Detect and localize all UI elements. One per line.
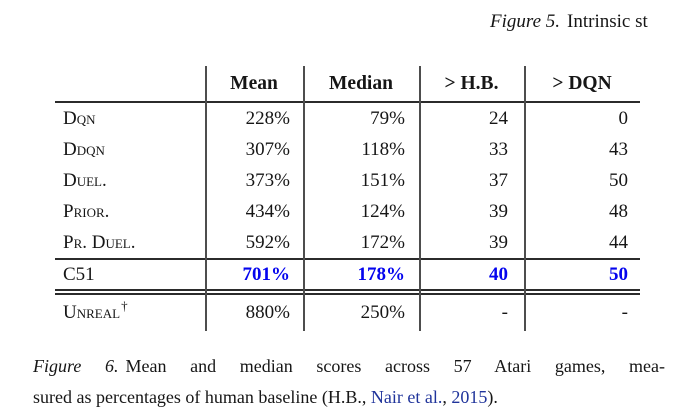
citation-link-authors[interactable]: Nair et al. bbox=[370, 387, 443, 407]
mean-value: 228% bbox=[245, 108, 290, 129]
unreal-label: Unreal bbox=[63, 302, 121, 323]
gt-dqn-value: 50 bbox=[609, 170, 628, 191]
mean-value: 592% bbox=[245, 232, 290, 253]
atari-results-table bbox=[55, 66, 640, 331]
gt-dqn-value: 0 bbox=[618, 108, 628, 129]
median-value: 124% bbox=[360, 201, 405, 222]
row-label: Pr. Duel. bbox=[63, 232, 136, 253]
table-row-prior bbox=[55, 196, 640, 227]
caption-text: Mean and median scores across 57 Atari games, mea- bbox=[125, 356, 665, 376]
table-row-c51-highlight bbox=[55, 258, 640, 289]
gt-dqn-value: - bbox=[621, 302, 628, 323]
table-row-pr-duel bbox=[55, 227, 640, 258]
row-label: C51 bbox=[63, 264, 95, 285]
mean-value: 307% bbox=[245, 139, 290, 160]
row-label: Prior. bbox=[63, 201, 110, 222]
median-value: 79% bbox=[370, 108, 405, 129]
figure6-label: Figure 6. bbox=[33, 356, 119, 376]
median-value: 151% bbox=[360, 170, 405, 191]
column-divider bbox=[205, 66, 207, 331]
gt-dqn-value: 43 bbox=[609, 139, 628, 160]
row-label: Duel. bbox=[63, 170, 107, 191]
median-value: 172% bbox=[360, 232, 405, 253]
figure6-caption bbox=[33, 351, 665, 413]
row-label: Ddqn bbox=[63, 139, 105, 160]
column-divider bbox=[303, 66, 305, 331]
gt-hb-value: 37 bbox=[489, 170, 508, 191]
table-row-duel bbox=[55, 165, 640, 196]
gt-hb-value: - bbox=[501, 302, 508, 323]
column-divider bbox=[524, 66, 526, 331]
column-divider bbox=[419, 66, 421, 331]
column-header-mean: Mean bbox=[230, 73, 278, 94]
gt-hb-value: 33 bbox=[489, 139, 508, 160]
median-value: 118% bbox=[361, 139, 405, 160]
gt-hb-value: 24 bbox=[489, 108, 508, 129]
mean-value: 434% bbox=[245, 201, 290, 222]
mean-value: 701% bbox=[242, 264, 290, 285]
column-header-gt-hb: > H.B. bbox=[444, 73, 499, 94]
table-header-row bbox=[55, 66, 640, 103]
caption-line-2 bbox=[33, 382, 665, 413]
mean-value: 880% bbox=[245, 302, 290, 323]
row-label bbox=[55, 295, 205, 331]
gt-dqn-value: 48 bbox=[609, 201, 628, 222]
gt-hb-value: 39 bbox=[489, 201, 508, 222]
citation-separator: , bbox=[442, 387, 452, 407]
table-row-ddqn bbox=[55, 134, 640, 165]
gt-dqn-value: 44 bbox=[609, 232, 628, 253]
figure5-caption-snippet bbox=[490, 10, 648, 34]
gt-dqn-value: 50 bbox=[609, 264, 628, 285]
median-value: 250% bbox=[360, 302, 405, 323]
header-empty bbox=[55, 66, 205, 101]
mean-value: 373% bbox=[245, 170, 290, 191]
column-header-gt-dqn: > DQN bbox=[552, 73, 612, 94]
table-row-unreal bbox=[55, 295, 640, 331]
dagger-superscript: † bbox=[121, 297, 128, 313]
figure5-text: Intrinsic st bbox=[567, 11, 648, 32]
caption-text: sured as percentages of human baseline (H.B., bbox=[33, 387, 371, 407]
row-label: Dqn bbox=[63, 108, 96, 129]
gt-hb-value: 40 bbox=[489, 264, 508, 285]
figure5-label: Figure 5. bbox=[490, 11, 561, 32]
caption-text: ). bbox=[487, 387, 498, 407]
column-header-median: Median bbox=[329, 73, 393, 94]
gt-hb-value: 39 bbox=[489, 232, 508, 253]
caption-line-1 bbox=[33, 351, 665, 382]
citation-link-year[interactable]: 2015 bbox=[451, 387, 488, 407]
table-row-dqn bbox=[55, 103, 640, 134]
median-value: 178% bbox=[357, 264, 405, 285]
